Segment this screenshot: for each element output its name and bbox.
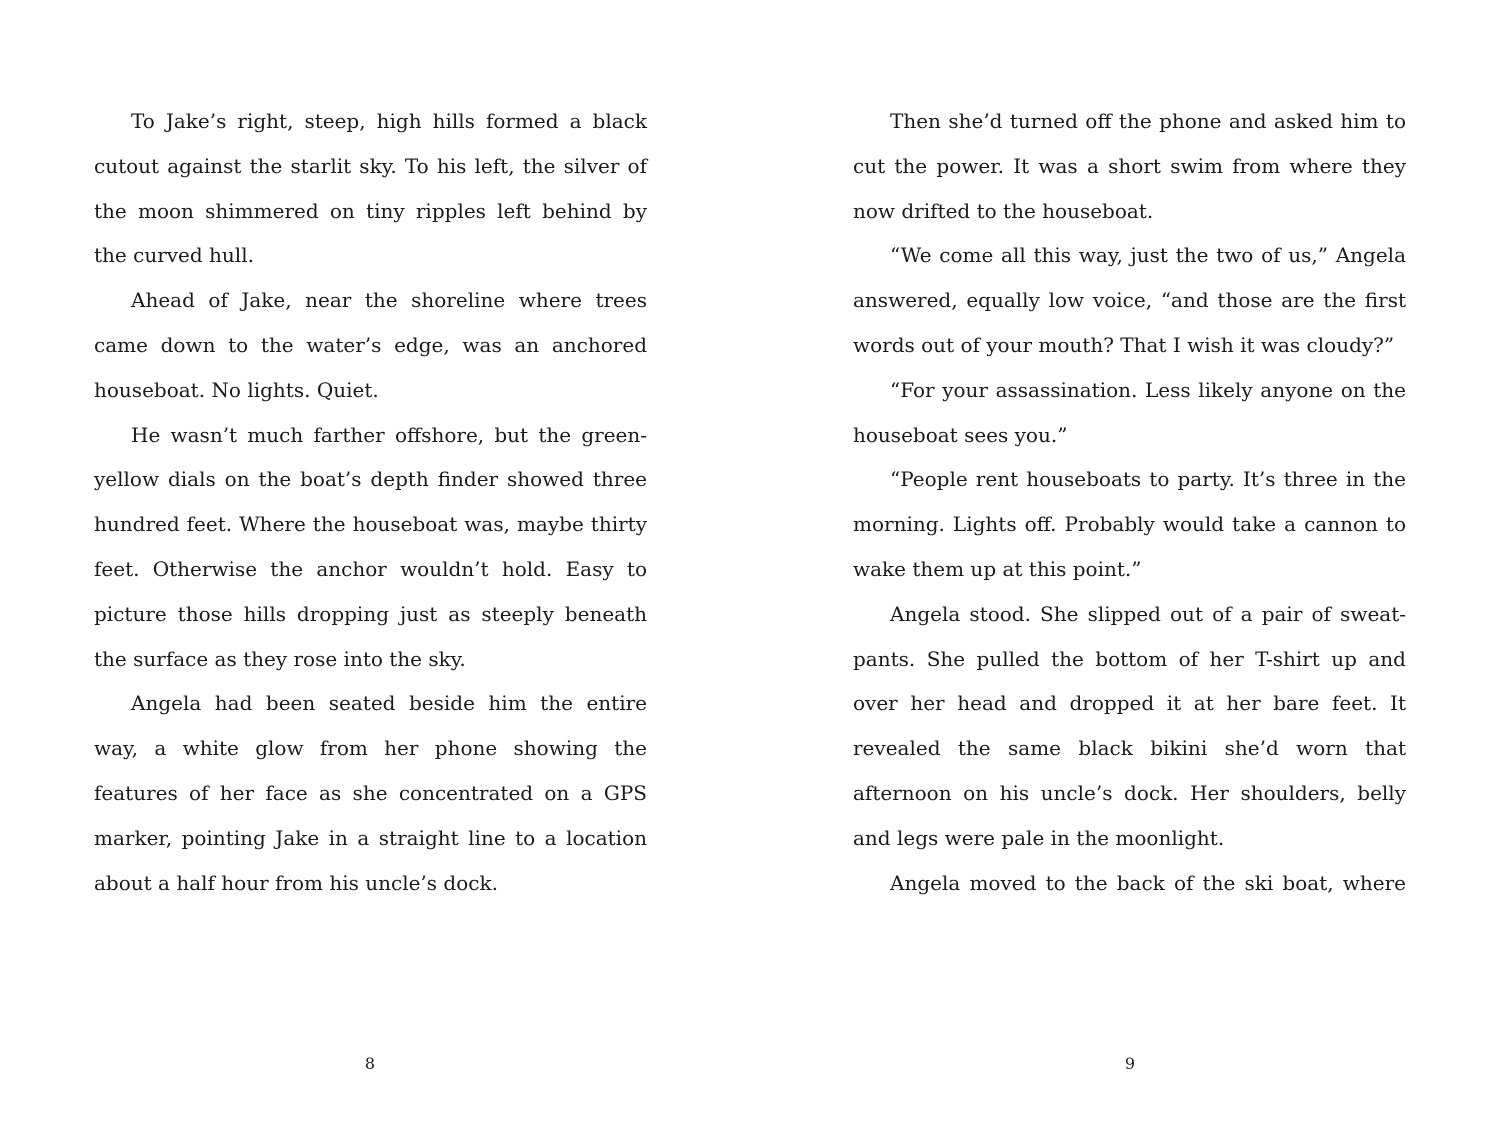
paragraph: “People rent houseboats to party. It’s three in the morning. Lights off. Probably would take a cannon to wake them up at this point.” <box>853 467 1406 581</box>
paragraph: Angela moved to the back of the ski boat, where <box>890 870 1406 895</box>
paragraph: Ahead of Jake, near the shoreline where trees came down to the water’s edge, was an anchored houseboat. No lights. Quiet. <box>94 288 647 402</box>
left-page-text <box>94 99 647 905</box>
paragraph: Angela stood. She slipped out of a pair of sweat-pants. She pulled the bottom of her T-shirt up and over her head and dropped it at her bare feet. It revealed the same black bikini she’d worn that afternoon on his uncle’s dock. Her shoulders, belly and legs were pale in the moonlight. <box>853 601 1406 850</box>
right-page <box>750 0 1500 1125</box>
paragraph: Angela had been seated beside him the entire way, a white glow from her phone showing the features of her face as she concentrated on a GPS marker, pointing Jake in a straight line to a location about a half hour from his uncle’s dock. <box>94 691 647 895</box>
paragraph: Then she’d turned off the phone and asked him to cut the power. It was a short swim from where they now drifted to the houseboat. <box>853 109 1406 223</box>
paragraph: “For your assassination. Less likely anyone on the houseboat sees you.” <box>853 377 1406 447</box>
paragraph: “We come all this way, just the two of us,” Angela answered, equally low voice, “and those are the first words out of your mouth? That I wish it was cloudy?” <box>853 243 1406 357</box>
page-number: 8 <box>364 1054 376 1073</box>
paragraph: He wasn’t much farther offshore, but the green-yellow dials on the boat’s depth finder showed three hundred feet. Where the houseboat was, maybe thirty feet. Otherwise the anchor wouldn’t hold. Easy to picture those hills dropping just as steeply beneath the surface as they rose into the sky. <box>94 422 647 671</box>
right-page-text <box>853 99 1406 905</box>
paragraph: To Jake’s right, steep, high hills formed a black cutout against the starlit sky. To his left, the silver of the moon shimmered on tiny ripples left behind by the curved hull. <box>94 109 647 268</box>
page-number: 9 <box>1124 1054 1136 1073</box>
